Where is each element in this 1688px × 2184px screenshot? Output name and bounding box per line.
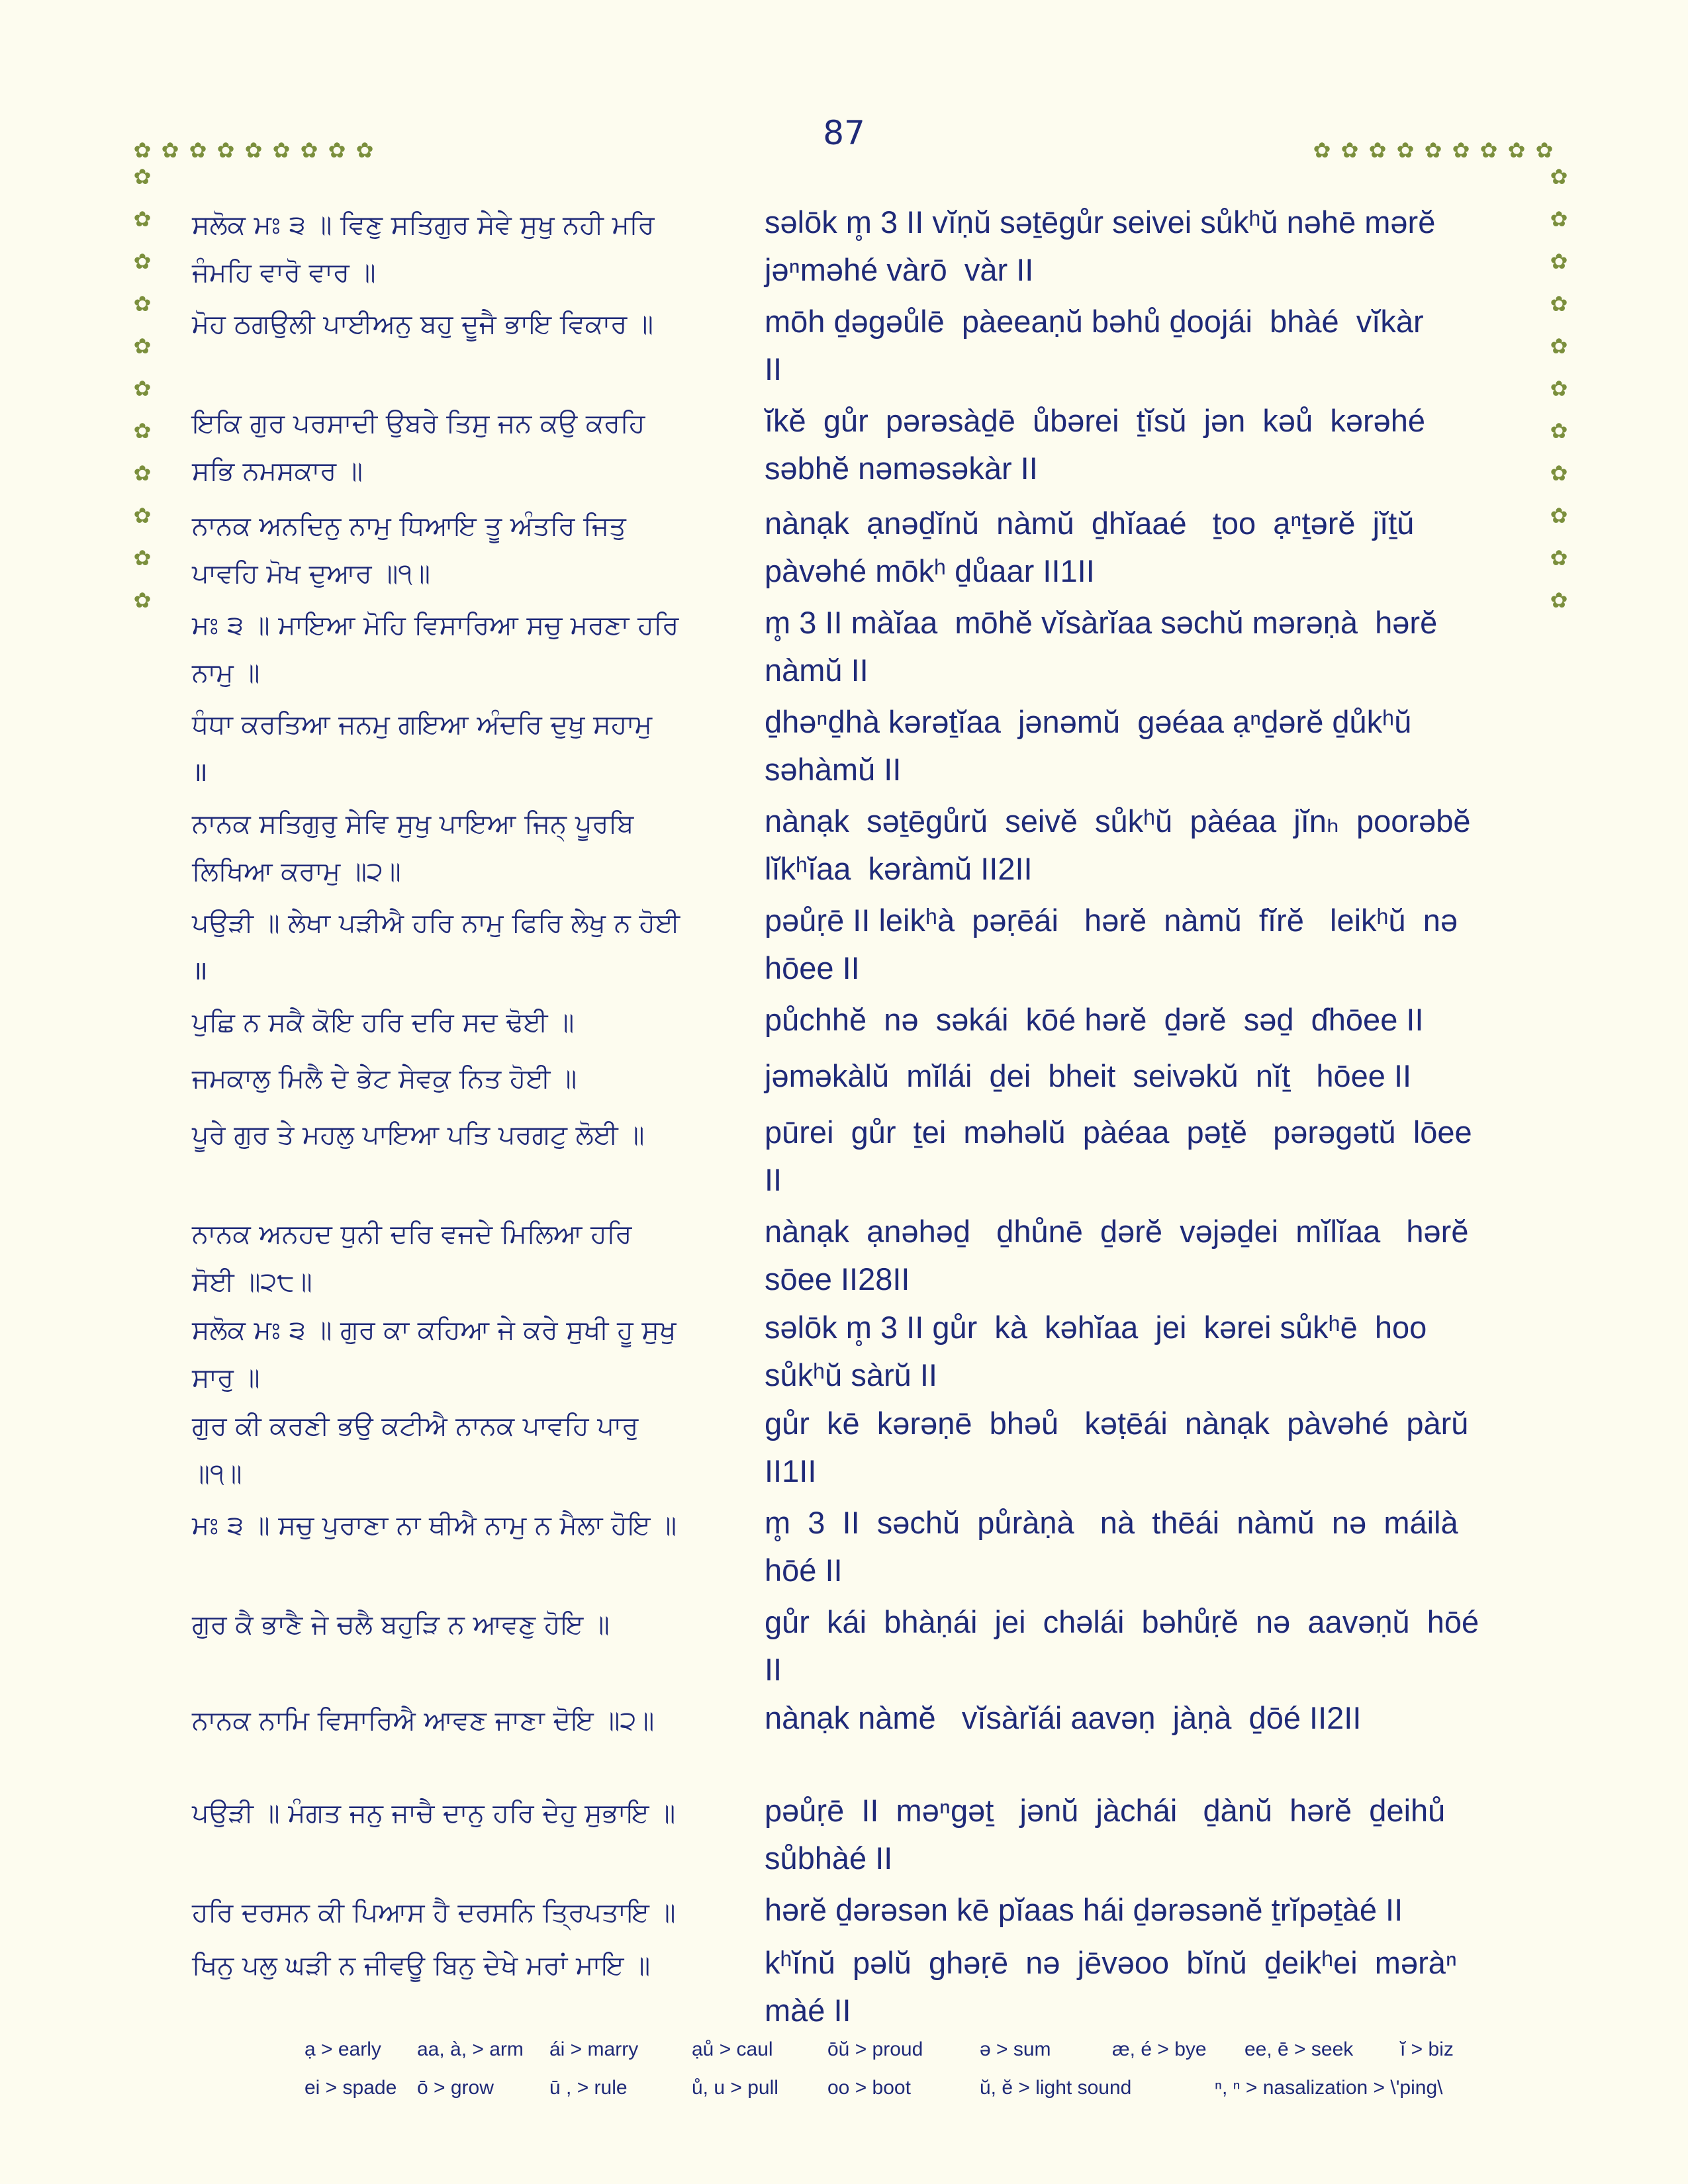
flower-icon: ✿ (1550, 164, 1568, 189)
flower-icon: ✿ (355, 138, 374, 163)
verse-row (192, 397, 1536, 500)
legend-item: ů, u > pull (692, 2077, 778, 2099)
verse-row (192, 1787, 1536, 1886)
flower-icon: ✿ (216, 138, 235, 163)
verse-row (192, 797, 1536, 897)
flower-icon: ✿ (300, 138, 318, 163)
transliteration-line: pəůṛē II leikʰà pəṛēái hərĕ nàmŭ fĭrĕ leikʰŭ nə hōee II (765, 903, 1458, 985)
transliteration-line: pəůṛē II məⁿgəṯ jənŭ jàchái ḏànŭ hərĕ ḏeihů sůbhàé II (765, 1793, 1446, 1876)
flower-icon: ✿ (328, 138, 346, 163)
legend-item: oo > boot (827, 2077, 911, 2099)
verse-row (192, 897, 1536, 996)
flower-icon: ✿ (189, 138, 207, 163)
legend-item: ō > grow (417, 2077, 494, 2099)
legend-item: ⁿ, ⁿ > nasalization > \'ping\ (1215, 2077, 1443, 2099)
transliteration-line: m̥ 3 II màĭaa mōhĕ vĭsàrĭaa səchŭ mərəṇà hərĕ nàmŭ II (765, 605, 1438, 688)
legend-item: ee, ē > seek (1244, 2038, 1354, 2060)
gurmukhi-line: ਇਕਿ ਗੁਰ ਪਰਸਾਦੀ ਉਬਰੇ ਤਿਸੁ ਜਨ ਕਉ ਕਰਹਿ ਸਭਿ ਨਮਸਕਾਰ ॥ (192, 408, 645, 486)
gurmukhi-line: ਪਉੜੀ ॥ ਲੇਖਾ ਪੜੀਐ ਹਰਿ ਨਾਮੁ ਫਿਰਿ ਲੇਖੁ ਨ ਹੋਈ ॥ (192, 908, 680, 986)
flower-icon: ✿ (1368, 138, 1387, 163)
verse-row (192, 1694, 1536, 1787)
flower-icon: ✿ (1550, 249, 1568, 274)
flower-icon: ✿ (1479, 138, 1498, 163)
transliteration-line: nànạk ạnəḏĭnŭ nàmŭ ḏhĭaaé ṯoo ạⁿṯərĕ jĭṯŭ pàvəhé mōkʰ ḏůaar II1II (765, 506, 1415, 588)
flower-icon: ✿ (1340, 138, 1359, 163)
verse-row (192, 1208, 1536, 1304)
flower-icon: ✿ (1550, 503, 1568, 528)
gurmukhi-line: ਧੰਧਾ ਕਰਤਿਆ ਜਨਮੁ ਗਇਆ ਅੰਦਰਿ ਦੁਖੁ ਸਹਾਮੁ ॥ (192, 709, 653, 788)
flower-icon: ✿ (1550, 334, 1568, 359)
legend-item: ei > spade (305, 2077, 397, 2099)
flower-icon: ✿ (272, 138, 291, 163)
verse-row (192, 1499, 1536, 1598)
transliteration-line: nànạk nàmĕ vĭsàrĭái aavəṇ jàṇà ḏōé II2II (765, 1700, 1362, 1735)
transliteration-line: nànạk ạnəhəḏ ḏhůnē ḏərĕ vəjəḏei mĭlĭaa hərĕ sōee II28II (765, 1214, 1469, 1297)
transliteration-line: kʰĭnŭ pəlŭ ghəṛē nə jēvəoo bĭnŭ ḏeikʰei məràⁿ màé II (765, 1945, 1458, 2028)
verse-row (192, 996, 1536, 1052)
flower-icon: ✿ (133, 206, 152, 232)
gurmukhi-line: ਨਾਨਕ ਅਨਦਿਨੁ ਨਾਮੁ ਧਿਆਇ ਤੂ ਅੰਤਰਿ ਜਿਤੁ ਪਾਵਹਿ ਮੋਖ ਦੁਆਰ ॥੧॥ (192, 511, 626, 589)
verse-row (192, 698, 1536, 797)
legend-item: ŭ, ĕ > light sound (980, 2077, 1132, 2099)
gurmukhi-line: ਪਉੜੀ ॥ ਮੰਗਤ ਜਨੁ ਜਾਚੈ ਦਾਨੁ ਹਰਿ ਦੇਹੁ ਸੁਭਾਇ ॥ (192, 1798, 676, 1829)
transliteration-line: ĭkĕ gůr pərəsàḏē ůbərei ṯĭsŭ jən kəů kərəhé səbhĕ nəməsəkàr II (765, 403, 1426, 486)
gurmukhi-line: ਨਾਨਕ ਅਨਹਦ ਧੁਨੀ ਦਰਿ ਵਜਦੇ ਮਿਲਿਆ ਹਰਿ ਸੋਈ ॥੨੮॥ (192, 1219, 632, 1297)
gurmukhi-line: ਮੋਹ ਠਗਉਲੀ ਪਾਈਅਨੁ ਬਹੁ ਦੂਜੈ ਭਾਇ ਵਿਕਾਰ ॥ (192, 309, 654, 340)
legend-item: ạ > early (305, 2038, 381, 2060)
gurmukhi-line: ਪੁਛਿ ਨ ਸਕੈ ਕੋਇ ਹਰਿ ਦਰਿ ਸਦ ਢੋਈ ॥ (192, 1007, 575, 1038)
flower-icon: ✿ (1550, 376, 1568, 401)
flower-icon: ✿ (161, 138, 179, 163)
transliteration-line: pūrei gůr ṯei məhəlŭ pàéaa pəṯĕ pərəgətŭ lōee II (765, 1115, 1472, 1197)
flower-icon: ✿ (133, 376, 152, 401)
transliteration-line: səlōk m̥ 3 II gůr kà kəhĭaa jei kərei sůkʰē hoo sůkʰŭ sàrŭ II (765, 1310, 1427, 1392)
flower-icon: ✿ (133, 418, 152, 443)
flower-icon: ✿ (1550, 291, 1568, 316)
verse-row (192, 500, 1536, 599)
flower-icon: ✿ (1535, 138, 1554, 163)
flower-icon: ✿ (1550, 588, 1568, 613)
legend-item: ạů > caul (692, 2038, 773, 2060)
gurmukhi-line: ਪੂਰੇ ਗੁਰ ਤੇ ਮਹਲੁ ਪਾਇਆ ਪਤਿ ਪਰਗਟੁ ਲੋਈ ॥ (192, 1120, 645, 1150)
page-number: 87 (823, 114, 865, 152)
gurmukhi-line: ਸਲੋਕ ਮਃ ੩ ॥ ਗੁਰ ਕਾ ਕਹਿਆ ਜੇ ਕਰੇ ਸੁਖੀ ਹੂ ਸੁਖੁ ਸਾਰੁ ॥ (192, 1315, 677, 1393)
legend-item: æ, é > bye (1112, 2038, 1207, 2060)
flower-icon: ✿ (1424, 138, 1442, 163)
flower-icon: ✿ (133, 291, 152, 316)
gurmukhi-line: ਗੁਰ ਕੈ ਭਾਣੈ ਜੇ ਚਲੈ ਬਹੁੜਿ ਨ ਆਵਣੁ ਹੋਇ ॥ (192, 1610, 610, 1640)
gurmukhi-line: ਖਿਨੁ ਪਲੁ ਘੜੀ ਨ ਜੀਵਊ ਬਿਨੁ ਦੇਖੇ ਮਰਾਂ ਮਾਇ ॥ (192, 1950, 651, 1981)
gurmukhi-line: ਹਰਿ ਦਰਸਨ ਕੀ ਪਿਆਸ ਹੈ ਦਰਸਨਿ ਤ੍ਰਿਪਤਾਇ ॥ (192, 1897, 676, 1928)
verse-row (192, 1304, 1536, 1400)
flower-icon: ✿ (133, 588, 152, 613)
legend-item: ū , > rule (549, 2077, 628, 2099)
flower-icon: ✿ (1550, 418, 1568, 443)
gurmukhi-line: ਮਃ ੩ ॥ ਮਾਇਆ ਮੋਹਿ ਵਿਸਾਰਿਆ ਸਚੁ ਮਰਣਾ ਹਰਿ ਨਾਮੁ ॥ (192, 610, 679, 688)
flower-icon: ✿ (1313, 138, 1331, 163)
verse-row (192, 599, 1536, 698)
flower-icon: ✿ (133, 545, 152, 570)
flower-icon: ✿ (133, 138, 152, 163)
transliteration-line: jəməkàlŭ mĭlái ḏei bheit seivəkŭ nĭṯ hōee II (765, 1058, 1412, 1093)
legend-item: ə > sum (980, 2038, 1051, 2060)
flower-icon: ✿ (133, 503, 152, 528)
legend-item: ĭ > biz (1400, 2038, 1454, 2060)
flower-icon: ✿ (133, 164, 152, 189)
verse-row (192, 1400, 1536, 1499)
transliteration-line: səlōk m̥ 3 II vĭṇŭ səṯēgůr seivei sůkʰŭ nəhē mərĕ jəⁿməhé vàrō vàr II (765, 205, 1436, 287)
flower-icon: ✿ (1507, 138, 1526, 163)
transliteration-line: půchhĕ nə səkái kōé hərĕ ḏərĕ səḏ ɗhōee II (765, 1002, 1424, 1037)
transliteration-line: hərĕ ḏərəsən kē pĭaas hái ḏərəsənĕ ṯrĭpəṯàé II (765, 1892, 1403, 1927)
verse-row (192, 1109, 1536, 1208)
transliteration-line: mōh ḏəgəůlē pàeeaṇŭ bəhů ḏoojái bhàé vĭkàr II (765, 304, 1424, 387)
flower-icon: ✿ (133, 249, 152, 274)
gurmukhi-line: ਨਾਨਕ ਨਾਮਿ ਵਿਸਾਰਿਐ ਆਵਣ ਜਾਣਾ ਦੋਇ ॥੨॥ (192, 1706, 655, 1736)
verse-row (192, 199, 1536, 298)
legend-item: aa, à, > arm (417, 2038, 524, 2060)
verse-row (192, 1052, 1536, 1109)
flower-icon: ✿ (1550, 206, 1568, 232)
gurmukhi-line: ਗੁਰ ਕੀ ਕਰਣੀ ਭਉ ਕਟੀਐ ਨਾਨਕ ਪਾਵਹਿ ਪਾਰੁ ॥੧॥ (192, 1411, 639, 1489)
transliteration-line: gůr kē kərəṇē bhəů kəṭēái nànạk pàvəhé pàrŭ II1II (765, 1406, 1469, 1488)
gurmukhi-line: ਨਾਨਕ ਸਤਿਗੁਰੁ ਸੇਵਿ ਸੁਖੁ ਪਾਇਆ ਜਿਨ੍ ਪੂਰਬਿ ਲਿਖਿਆ ਕਰਾਮੁ ॥੨॥ (192, 809, 634, 887)
legend-item: ái > marry (549, 2038, 639, 2060)
flower-icon: ✿ (1550, 545, 1568, 570)
verse-row (192, 1598, 1536, 1694)
verse-row (192, 298, 1536, 397)
flower-icon: ✿ (133, 461, 152, 486)
transliteration-line: ḏhəⁿḏhà kərəṯĭaa jənəmŭ gəéaa ạⁿḏərĕ ḏůkʰŭ səhàmŭ II (765, 704, 1412, 787)
gurmukhi-line: ਸਲੋਕ ਮਃ ੩ ॥ ਵਿਣੁ ਸਤਿਗੁਰ ਸੇਵੇ ਸੁਖੁ ਨਹੀ ਮਰਿ ਜੰਮਹਿ ਵਾਰੋ ਵਾਰ ॥ (192, 210, 655, 288)
transliteration-line: m̥ 3 II səchŭ půràṇà nà thēái nàmŭ nə máilà hōé II (765, 1505, 1458, 1588)
flower-icon: ✿ (133, 334, 152, 359)
flower-icon: ✿ (244, 138, 263, 163)
flower-icon: ✿ (1452, 138, 1470, 163)
verse-row (192, 1886, 1536, 1939)
transliteration-line: gůr kái bhàṇái jei chəlái bəhůṛĕ nə aavəṇŭ hōé II (765, 1604, 1479, 1687)
flower-icon: ✿ (1550, 461, 1568, 486)
flower-icon: ✿ (1396, 138, 1415, 163)
legend-item: ōŭ > proud (827, 2038, 923, 2060)
gurmukhi-line: ਜਮਕਾਲੁ ਮਿਲੈ ਦੇ ਭੇਟ ਸੇਵਕੁ ਨਿਤ ਹੋਈ ॥ (192, 1064, 577, 1094)
transliteration-line: nànạk səṯēgůrŭ seivĕ sůkʰŭ pàéaa jĭnₕ poorəbĕ lĭkʰĭaa kəràmŭ II2II (765, 803, 1471, 886)
verse-row (192, 1939, 1536, 2038)
gurmukhi-line: ਮਃ ੩ ॥ ਸਚੁ ਪੁਰਾਣਾ ਨਾ ਥੀਐ ਨਾਮੁ ਨ ਮੈਲਾ ਹੋਇ ॥ (192, 1510, 677, 1541)
